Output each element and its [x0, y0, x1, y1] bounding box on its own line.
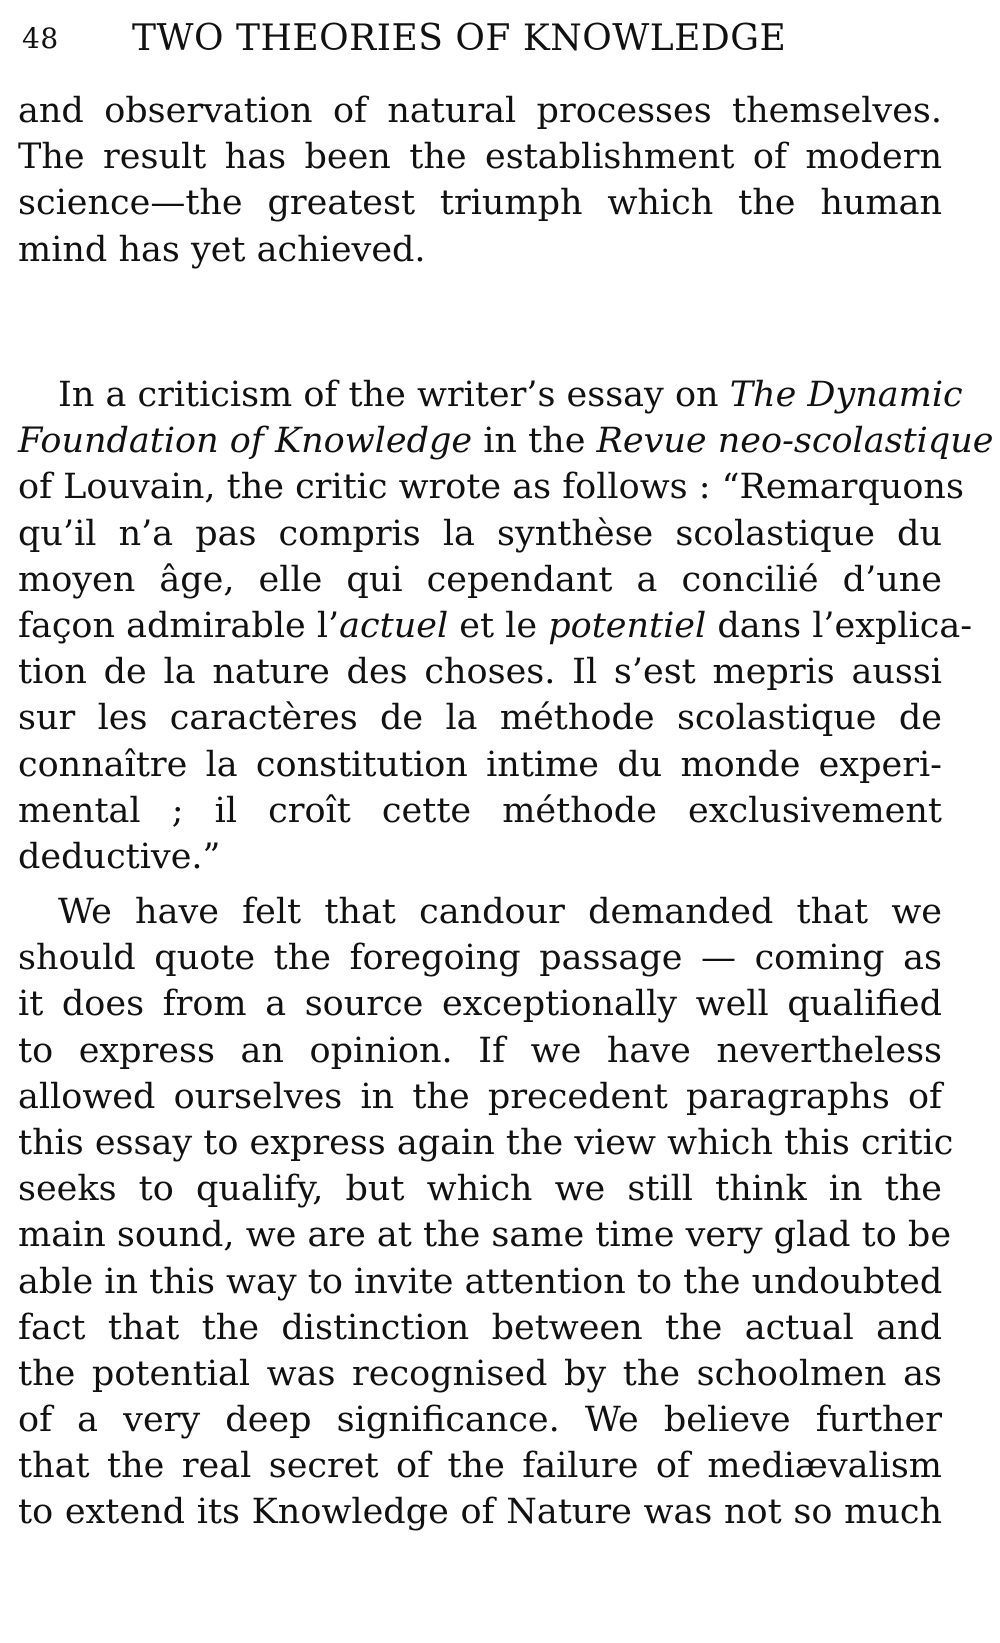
- text-line: to express an opinion. If we have nevertheless: [18, 1030, 942, 1071]
- italic-text: Revue neo-scolastique: [596, 421, 994, 462]
- italic-text: Foundation of Knowledge: [18, 421, 473, 462]
- text-line: this essay to express again the view which this critic: [18, 1122, 954, 1163]
- text-line: [18, 788, 942, 834]
- running-head: [22, 14, 952, 64]
- text-line: able in this way to invite attention to the undoubted: [18, 1261, 943, 1302]
- text-run: façon admirable l’: [18, 605, 340, 646]
- running-title: TWO THEORIES OF KNOWLEDGE: [132, 18, 787, 59]
- text-line: of a very deep significance. We believe further: [18, 1400, 942, 1441]
- text-line: [18, 603, 973, 649]
- italic-text: actuel: [339, 605, 449, 646]
- text-line: [18, 557, 942, 603]
- text-run: connaître la constitution intime du monde experi-: [18, 744, 942, 785]
- text-run: in the: [472, 421, 597, 462]
- text-run: of Louvain, the critic wrote as follows : “Remarquons: [18, 467, 964, 508]
- text-line: allowed ourselves in the precedent paragraphs of: [18, 1076, 942, 1117]
- text-run: mental ; il croît cette méthode exclusivement: [18, 790, 942, 831]
- text-line: it does from a source exceptionally well qualified: [18, 984, 942, 1025]
- text-run: tion de la nature des choses. Il s’est mepris aussi: [18, 652, 942, 693]
- text-run: moyen âge, elle qui cependant a concilié d’une: [18, 559, 942, 600]
- paragraph-criticism: [18, 372, 994, 880]
- text-line: the potential was recognised by the schoolmen as: [18, 1353, 942, 1394]
- text-line: [18, 695, 942, 741]
- text-line: The result has been the establishment of modern: [18, 137, 942, 178]
- text-line: [18, 418, 994, 464]
- text-line: to extend its Knowledge of Nature was not so much: [18, 1492, 942, 1533]
- text-run: dans l’explica-: [706, 605, 973, 646]
- paragraph-continuation: [18, 88, 942, 273]
- text-run: et le: [448, 605, 549, 646]
- text-line: [18, 372, 963, 418]
- text-line: We have felt that candour demanded that we: [58, 892, 942, 932]
- text-line: should quote the foregoing passage — coming as: [18, 938, 942, 979]
- text-line: and observation of natural processes themselves.: [18, 91, 942, 131]
- paragraph-candour: [18, 889, 954, 1536]
- text-line: science—the greatest triumph which the human: [18, 183, 942, 224]
- text-run: In a criticism of the writer’s essay on: [58, 375, 730, 415]
- text-line: [18, 742, 942, 788]
- text-line: mind has yet achieved.: [18, 229, 426, 270]
- text-line: [18, 649, 942, 695]
- text-line: that the real secret of the failure of mediævalism: [18, 1446, 942, 1487]
- text-run: deductive.”: [18, 836, 221, 877]
- text-line: fact that the distinction between the actual and: [18, 1307, 942, 1348]
- italic-text: The Dynamic: [729, 375, 963, 415]
- text-line: main sound, we are at the same time very glad to be: [18, 1215, 952, 1256]
- text-line: [18, 464, 964, 510]
- text-run: qu’il n’a pas compris la synthèse scolastique du: [18, 513, 942, 554]
- italic-text: potentiel: [548, 605, 707, 646]
- page-number: 48: [22, 22, 59, 55]
- text-line: [18, 834, 942, 880]
- text-run: sur les caractères de la méthode scolastique de: [18, 698, 942, 739]
- text-line: seeks to qualify, but which we still think in the: [18, 1169, 942, 1210]
- text-line: [18, 511, 942, 557]
